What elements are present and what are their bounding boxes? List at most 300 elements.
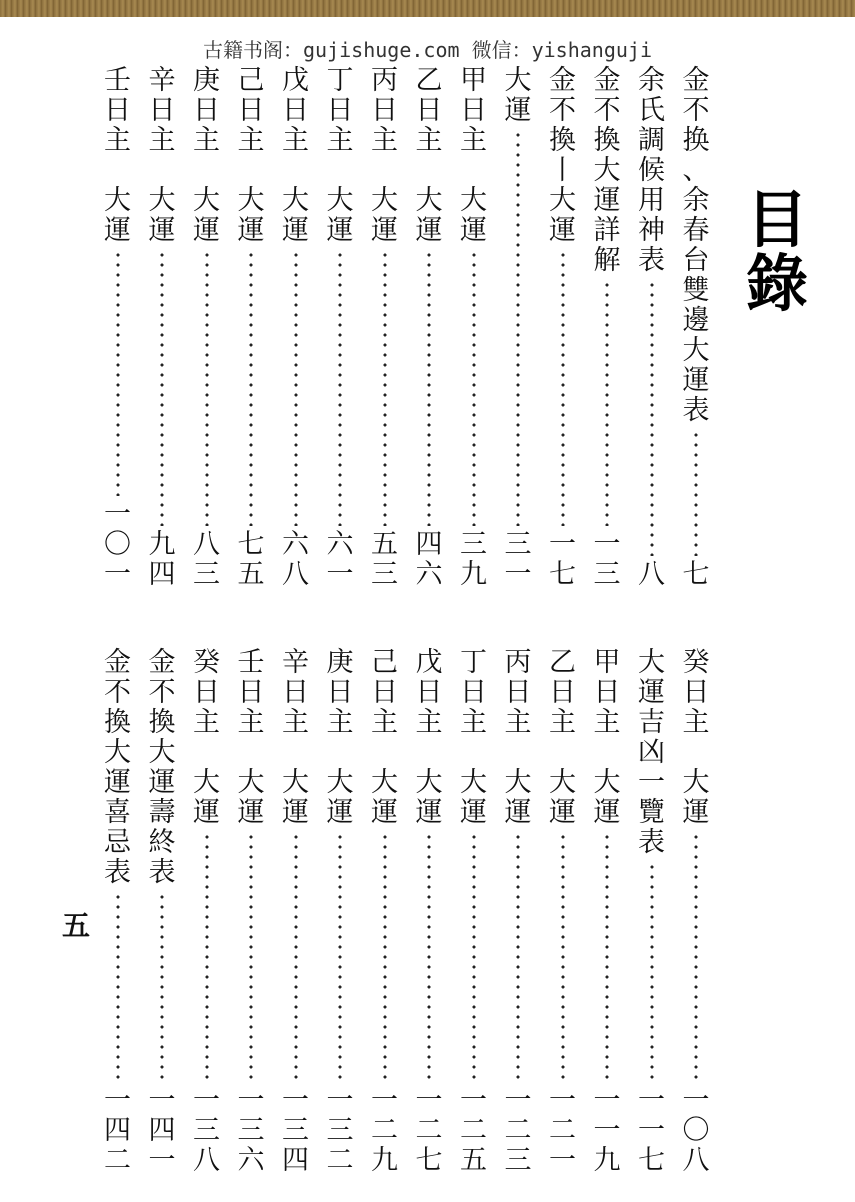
glyph: 主 [504, 707, 532, 738]
glyph: 日 [237, 677, 265, 708]
glyph: 表 [104, 857, 131, 888]
glyph: 六 [326, 529, 354, 560]
dot-leader [472, 832, 476, 1082]
glyph: 丁 [326, 65, 354, 96]
glyph: 六 [237, 1145, 265, 1176]
toc-entry[interactable] [637, 648, 667, 1176]
dot-leader [650, 862, 654, 1082]
glyph: 一 [593, 1085, 621, 1116]
glyph: 日 [104, 95, 131, 126]
glyph: 運 [104, 215, 131, 246]
toc-entry[interactable] [192, 66, 222, 590]
glyph: 表 [638, 827, 665, 858]
glyph: 不 [148, 677, 176, 708]
toc-entry[interactable] [370, 66, 400, 590]
toc-entry-page [236, 1086, 266, 1176]
glyph: 日 [415, 677, 443, 708]
glyph: 三 [193, 559, 220, 590]
page-number: 五 [62, 909, 91, 942]
toc-entry-page [548, 530, 578, 590]
glyph: 主 [193, 707, 220, 738]
glyph: 三 [282, 1115, 309, 1146]
glyph: 大 [193, 767, 220, 798]
toc-entry-page [681, 560, 711, 590]
glyph: 運 [549, 797, 576, 828]
toc-entry[interactable] [548, 66, 578, 590]
glyph: 大 [549, 767, 576, 798]
toc-entry-page [236, 530, 266, 590]
glyph: 運 [460, 215, 487, 246]
glyph: 一 [193, 1085, 220, 1116]
toc-entry[interactable] [681, 66, 711, 590]
glyph: 八 [193, 1145, 220, 1176]
glyph [548, 738, 578, 768]
glyph: 大 [148, 185, 176, 216]
toc-entry[interactable] [236, 66, 266, 590]
glyph: 大 [504, 767, 532, 798]
toc-entry[interactable] [281, 648, 311, 1176]
glyph: 運 [326, 215, 354, 246]
glyph: 主 [282, 707, 309, 738]
glyph: 一 [148, 1145, 176, 1176]
toc-entry[interactable] [459, 66, 489, 590]
dot-leader [516, 832, 520, 1082]
glyph: 一 [460, 1085, 487, 1116]
glyph: 主 [549, 707, 576, 738]
glyph: 大 [460, 767, 487, 798]
glyph: 一 [638, 1115, 665, 1146]
glyph: 八 [193, 529, 220, 560]
glyph: 四 [148, 1115, 176, 1146]
glyph: 日 [193, 95, 220, 126]
glyph: 大 [371, 767, 398, 798]
toc-entry-label [637, 648, 667, 858]
toc-entry[interactable] [325, 648, 355, 1176]
glyph: 日 [593, 677, 621, 708]
toc-entry-label [414, 648, 444, 828]
glyph: 換 [549, 125, 576, 156]
toc-entry-label [236, 66, 266, 246]
glyph: 、 [682, 155, 710, 186]
glyph: 運 [504, 797, 532, 828]
toc-entry-label [236, 648, 266, 828]
toc-entry-label [503, 648, 533, 828]
glyph: 〇 [682, 1115, 710, 1146]
toc-entry-page [459, 530, 489, 590]
glyph: 主 [148, 125, 176, 156]
glyph: 日 [682, 677, 710, 708]
glyph: 四 [282, 1145, 309, 1176]
glyph: 丙 [504, 647, 532, 678]
toc-entry-label [459, 648, 489, 828]
toc-entry-label [681, 66, 711, 426]
dot-leader [338, 832, 342, 1082]
toc-entry[interactable] [637, 66, 667, 590]
glyph: 大 [326, 185, 354, 216]
toc-entry-page [592, 530, 622, 590]
glyph: 邊 [682, 305, 710, 336]
glyph: 大 [237, 767, 265, 798]
toc-entry-label [103, 648, 133, 888]
glyph: 運 [237, 797, 265, 828]
toc-entry-page [637, 560, 667, 590]
glyph: 辛 [282, 647, 309, 678]
glyph: 换 [682, 125, 710, 156]
glyph: 日 [282, 677, 309, 708]
glyph [192, 156, 222, 186]
glyph: 九 [371, 1145, 398, 1176]
glyph: 七 [415, 1145, 443, 1176]
glyph: 丨 [549, 155, 576, 186]
glyph: 二 [371, 1115, 398, 1146]
toc-entry-page [192, 1086, 222, 1176]
glyph: 戊 [282, 65, 309, 96]
glyph: 主 [371, 125, 398, 156]
dot-leader [605, 280, 609, 526]
glyph: 二 [104, 1145, 131, 1176]
glyph: 台 [682, 245, 710, 276]
glyph: 一 [549, 1145, 576, 1176]
glyph: 運 [549, 215, 576, 246]
glyph: 主 [415, 707, 443, 738]
glyph: 主 [593, 707, 621, 738]
glyph: 二 [460, 1115, 487, 1146]
toc-entry[interactable] [147, 648, 177, 1176]
toc-entry-page [637, 1086, 667, 1176]
glyph: 候 [638, 155, 665, 186]
glyph [414, 156, 444, 186]
glyph: 不 [682, 95, 710, 126]
glyph: 運 [371, 797, 398, 828]
toc-entry[interactable] [503, 66, 533, 590]
glyph: 甲 [593, 647, 621, 678]
glyph: 吉 [638, 707, 665, 738]
toc-entry-page [325, 530, 355, 590]
glyph: 九 [593, 1145, 621, 1176]
glyph [192, 738, 222, 768]
toc-entry[interactable] [414, 648, 444, 1176]
glyph: 七 [638, 1145, 665, 1176]
glyph: 癸 [193, 647, 220, 678]
glyph: 五 [460, 1145, 487, 1176]
toc-entry-page [503, 530, 533, 590]
glyph: 大 [593, 767, 621, 798]
glyph: 忌 [104, 827, 131, 858]
toc-entry-page [147, 530, 177, 590]
glyph: 一 [549, 1085, 576, 1116]
toc-entry[interactable] [503, 648, 533, 1176]
glyph: 覽 [638, 797, 665, 828]
toc-entry-page [103, 1086, 133, 1176]
toc-entry[interactable] [192, 648, 222, 1176]
dot-leader [383, 832, 387, 1082]
toc-entry-label [637, 66, 667, 276]
glyph: 運 [193, 797, 220, 828]
glyph: 一 [104, 559, 131, 590]
dot-leader [427, 832, 431, 1082]
glyph: 日 [504, 677, 532, 708]
glyph: 壬 [104, 65, 131, 96]
toc-entry-label [681, 648, 711, 828]
dot-leader [561, 832, 565, 1082]
glyph: 用 [638, 185, 665, 216]
glyph: 日 [549, 677, 576, 708]
toc-entry-page [281, 1086, 311, 1176]
watermark: 古籍书阁：gujishuge.com 微信：yishanguji [203, 38, 652, 62]
glyph: 六 [282, 529, 309, 560]
glyph: 一 [104, 499, 131, 530]
glyph [325, 738, 355, 768]
glyph: 運 [371, 215, 398, 246]
glyph: 雙 [682, 275, 710, 306]
glyph [370, 156, 400, 186]
glyph [236, 738, 266, 768]
glyph: 己 [237, 65, 265, 96]
glyph: 日 [237, 95, 265, 126]
glyph: 喜 [104, 797, 131, 828]
toc-entry[interactable] [370, 648, 400, 1176]
toc-entry[interactable] [325, 66, 355, 590]
glyph: 一 [504, 1085, 532, 1116]
glyph: 大 [104, 185, 131, 216]
glyph: 運 [282, 797, 309, 828]
toc-entry-label [147, 648, 177, 888]
glyph: 一 [593, 529, 621, 560]
glyph: 三 [593, 559, 621, 590]
toc-entry-label [281, 648, 311, 828]
glyph: 運 [593, 185, 621, 216]
toc-entry[interactable] [592, 648, 622, 1176]
glyph: 壬 [237, 647, 265, 678]
glyph: 癸 [682, 647, 710, 678]
glyph: 運 [638, 677, 665, 708]
glyph: 日 [460, 95, 487, 126]
glyph: 運 [104, 767, 131, 798]
glyph: 一 [148, 1085, 176, 1116]
glyph: 四 [104, 1115, 131, 1146]
glyph: 主 [237, 707, 265, 738]
glyph: 表 [638, 245, 665, 276]
glyph: 己 [371, 647, 398, 678]
toc-entry-label [281, 66, 311, 246]
glyph: 大 [326, 767, 354, 798]
glyph: 換 [104, 707, 131, 738]
glyph: 三 [326, 1115, 354, 1146]
glyph: 日 [371, 95, 398, 126]
glyph: 主 [282, 125, 309, 156]
toc-entry-page [103, 500, 133, 590]
glyph: 大 [415, 185, 443, 216]
toc-entry[interactable] [681, 648, 711, 1176]
glyph: 日 [371, 677, 398, 708]
glyph: 金 [104, 647, 131, 678]
glyph: 一 [549, 529, 576, 560]
glyph: 主 [371, 707, 398, 738]
glyph [459, 738, 489, 768]
toc-entry-label [548, 648, 578, 828]
dot-leader [205, 250, 209, 526]
toc-entry[interactable] [281, 66, 311, 590]
glyph: 余 [682, 185, 710, 216]
toc-entry-page [370, 1086, 400, 1176]
glyph: 二 [504, 1115, 532, 1146]
dot-leader [516, 130, 520, 526]
glyph: 二 [415, 1115, 443, 1146]
glyph: 金 [549, 65, 576, 96]
glyph: 一 [371, 1085, 398, 1116]
glyph: 大 [282, 767, 309, 798]
glyph: 運 [415, 797, 443, 828]
toc-entry-page [414, 530, 444, 590]
glyph: 運 [148, 767, 176, 798]
glyph: 運 [148, 215, 176, 246]
glyph: 大 [504, 65, 532, 96]
glyph: 九 [460, 559, 487, 590]
dot-leader [427, 250, 431, 526]
glyph: 主 [682, 707, 710, 738]
glyph [236, 156, 266, 186]
glyph: 三 [504, 1145, 532, 1176]
toc-entry-page [459, 1086, 489, 1176]
glyph: 運 [593, 797, 621, 828]
glyph: 運 [682, 797, 710, 828]
glyph: 八 [638, 559, 665, 590]
page-title [742, 183, 812, 320]
glyph: 〇 [104, 529, 131, 560]
glyph: 一 [282, 1085, 309, 1116]
glyph: 大 [104, 737, 131, 768]
glyph: 主 [104, 125, 131, 156]
glyph: 大 [593, 155, 621, 186]
glyph: 運 [326, 797, 354, 828]
glyph [503, 738, 533, 768]
glyph: 大 [193, 185, 220, 216]
glyph: 不 [593, 95, 621, 126]
glyph: 運 [415, 215, 443, 246]
glyph: 運 [682, 365, 710, 396]
glyph: 目 [745, 183, 808, 256]
toc-entry[interactable] [459, 648, 489, 1176]
glyph: 主 [415, 125, 443, 156]
glyph: 丁 [460, 647, 487, 678]
glyph: 三 [460, 529, 487, 560]
glyph: 大 [282, 185, 309, 216]
glyph: 一 [504, 559, 532, 590]
toc-entry-page [281, 530, 311, 590]
top-decorative-bar [0, 0, 855, 17]
glyph: 詳 [593, 215, 621, 246]
glyph: 五 [237, 559, 265, 590]
toc-entry-label [370, 648, 400, 828]
dot-leader [472, 250, 476, 526]
glyph: 運 [282, 215, 309, 246]
toc-entry-page [548, 1086, 578, 1176]
glyph: 一 [638, 1085, 665, 1116]
dot-leader [650, 280, 654, 556]
toc-entry-page [192, 530, 222, 590]
glyph: 表 [148, 857, 176, 888]
glyph: 大 [682, 767, 710, 798]
glyph: 乙 [549, 647, 576, 678]
glyph: 丙 [371, 65, 398, 96]
toc-entry[interactable] [548, 648, 578, 1176]
dot-leader [249, 832, 253, 1082]
dot-leader [694, 832, 698, 1082]
toc-entry-page [414, 1086, 444, 1176]
toc-entry-label [192, 66, 222, 246]
toc-entry[interactable] [236, 648, 266, 1176]
toc-entry-page [503, 1086, 533, 1176]
dot-leader [561, 250, 565, 526]
toc-entry-page [370, 530, 400, 590]
toc-entry-label [192, 648, 222, 828]
dot-leader [694, 430, 698, 556]
glyph: 一 [326, 559, 354, 590]
dot-leader [605, 832, 609, 1082]
glyph: 一 [104, 1085, 131, 1116]
glyph: 庚 [193, 65, 220, 96]
toc-entry-label [370, 66, 400, 246]
dot-leader [160, 892, 164, 1082]
glyph: 大 [638, 647, 665, 678]
glyph: 金 [682, 65, 710, 96]
glyph: 運 [504, 95, 532, 126]
toc-entry-page [681, 1086, 711, 1176]
dot-leader [249, 250, 253, 526]
glyph: 日 [326, 95, 354, 126]
glyph: 三 [371, 559, 398, 590]
toc-entry[interactable] [592, 66, 622, 590]
toc-entry-label [592, 648, 622, 828]
glyph: 金 [593, 65, 621, 96]
glyph: 日 [193, 677, 220, 708]
toc-entry[interactable] [103, 648, 133, 1176]
toc-entry-label [325, 648, 355, 828]
glyph: 八 [682, 1145, 710, 1176]
glyph: 四 [148, 559, 176, 590]
toc-entry-page [147, 1086, 177, 1176]
glyph: 三 [193, 1115, 220, 1146]
dot-leader [338, 250, 342, 526]
dot-leader [116, 250, 120, 496]
glyph: 四 [415, 529, 443, 560]
glyph: 戊 [415, 647, 443, 678]
glyph: 錄 [745, 247, 808, 320]
glyph: 主 [326, 707, 354, 738]
glyph: 大 [460, 185, 487, 216]
glyph: 春 [682, 215, 710, 246]
glyph: 調 [638, 125, 665, 156]
toc-entry[interactable] [103, 66, 133, 590]
glyph: 金 [148, 647, 176, 678]
glyph: 主 [237, 125, 265, 156]
glyph: 日 [326, 677, 354, 708]
glyph: 九 [148, 529, 176, 560]
toc-entry-label [325, 66, 355, 246]
glyph: 大 [237, 185, 265, 216]
glyph [414, 738, 444, 768]
glyph [281, 738, 311, 768]
toc-entry-page [592, 1086, 622, 1176]
toc-entry[interactable] [147, 66, 177, 590]
toc-entry-page [325, 1086, 355, 1176]
glyph: 凶 [638, 737, 665, 768]
glyph: 日 [148, 95, 176, 126]
glyph: 一 [326, 1085, 354, 1116]
toc-entry[interactable] [414, 66, 444, 590]
glyph: 一 [638, 767, 665, 798]
glyph: 運 [193, 215, 220, 246]
